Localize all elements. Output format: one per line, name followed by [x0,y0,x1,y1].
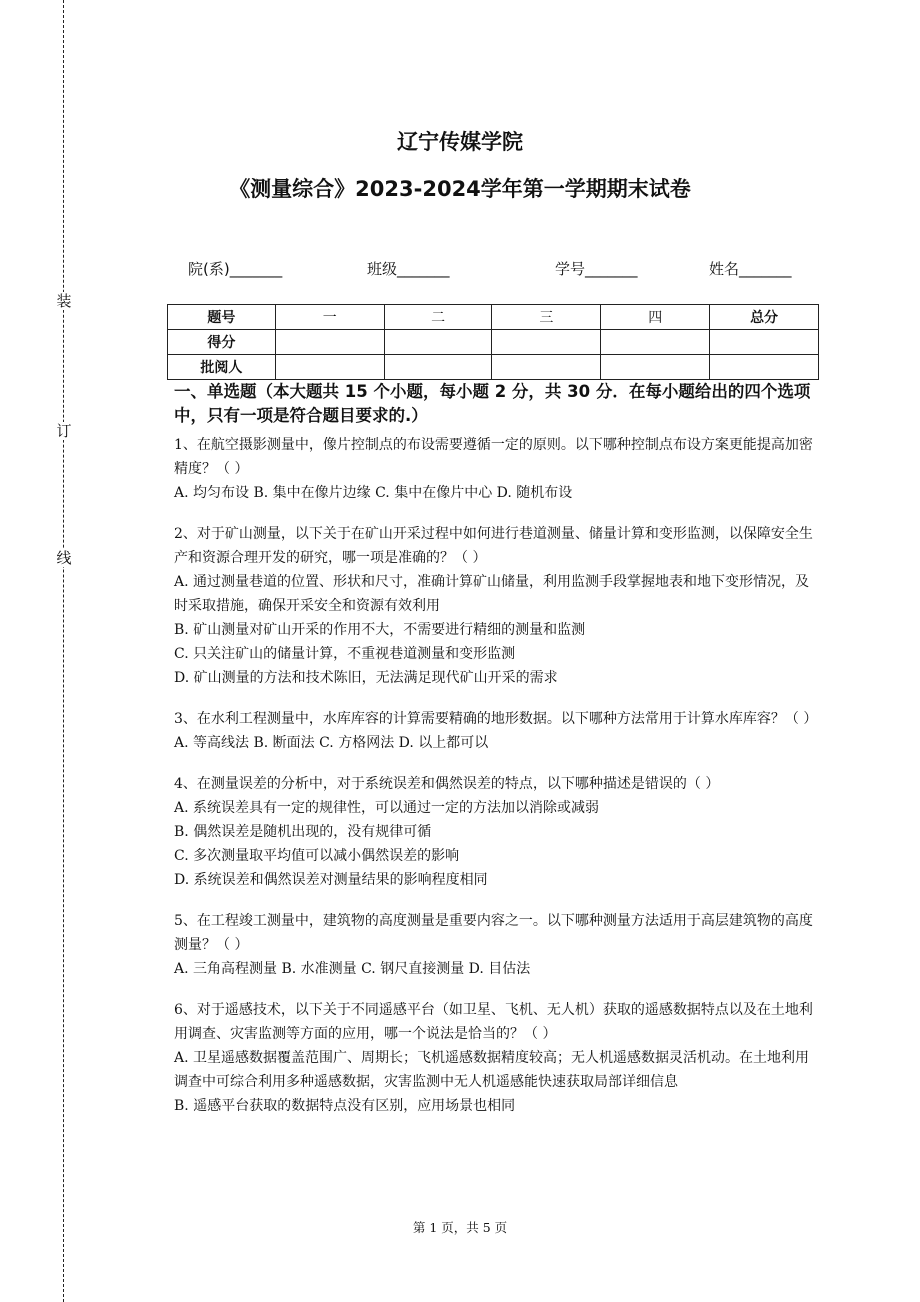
grader-cell[interactable] [710,355,819,380]
grader-row [168,355,819,380]
question-option: A. 卫星遥感数据覆盖范围广、周期长；飞机遥感数据精度较高；无人机遥感数据灵活机动。在土地利用调查中可综合利用多种遥感数据，灾害监测中无人机遥感能快速获取局部详细信息 [174,1050,810,1090]
grader-row-label: 批阅人 [168,355,276,380]
exam-content [174,380,820,1135]
score-row [168,330,819,355]
question-option: A. 通过测量巷道的位置、形状和尺寸，准确计算矿山储量，利用监测手段掌握地表和地下变形情况，及时采取措施，确保开采安全和资源有效利用 [174,574,810,614]
question-option: D. 矿山测量的方法和技术陈旧，无法满足现代矿山开采的需求 [174,670,558,686]
question-5 [174,909,820,981]
score-cell[interactable] [601,330,710,355]
grader-cell[interactable] [275,355,384,380]
question-stem: 5、在工程竣工测量中，建筑物的高度测量是重要内容之一。以下哪种测量方法适用于高层建筑物的高度测量？（ ） [174,913,813,953]
binding-char-xian: 线 [56,549,72,567]
question-option: B. 矿山测量对矿山开采的作用不大，不需要进行精细的测量和监测 [174,622,586,638]
question-1 [174,433,820,505]
binding-char-zhuang: 装 [56,292,72,310]
score-header-cell: 题号 [168,305,276,330]
question-stem: 2、对于矿山测量，以下关于在矿山开采过程中如何进行巷道测量、储量计算和变形监测，以保障安全生产和资源合理开发的研究，哪一项是准确的？（ ） [174,526,813,566]
class-field[interactable]: 班级_______ [367,260,450,278]
question-option: C. 只关注矿山的储量计算，不重视巷道测量和变形监测 [174,646,516,662]
score-header-cell: 一 [275,305,384,330]
question-option: C. 多次测量取平均值可以减小偶然误差的影响 [174,848,460,864]
question-4 [174,772,820,892]
question-stem: 1、在航空摄影测量中，像片控制点的布设需要遵循一定的原则。以下哪种控制点布设方案更能提高加密精度？（ ） [174,437,813,477]
score-cell[interactable] [275,330,384,355]
score-cell[interactable] [710,330,819,355]
question-option: A. 三角高程测量 B. 水准测量 C. 钢尺直接测量 D. 目估法 [174,961,531,977]
score-table-header-row [168,305,819,330]
question-stem: 4、在测量误差的分析中，对于系统误差和偶然误差的特点，以下哪种描述是错误的（ ） [174,776,720,792]
score-row-label: 得分 [168,330,276,355]
department-field[interactable]: 院(系)_______ [188,260,283,278]
page-footer: 第 1 页，共 5 页 [412,1220,508,1235]
score-header-cell: 四 [601,305,710,330]
grader-cell[interactable] [601,355,710,380]
binding-char-ding: 订 [56,422,72,440]
question-option: A. 等高线法 B. 断面法 C. 方格网法 D. 以上都可以 [174,735,489,751]
question-6 [174,998,820,1118]
score-cell[interactable] [492,330,601,355]
score-cell[interactable] [384,330,492,355]
question-stem: 3、在水利工程测量中，水库库容的计算需要精确的地形数据。以下哪种方法常用于计算水库库容？（ ） [174,711,818,727]
question-option: A. 系统误差具有一定的规律性，可以通过一定的方法加以消除或减弱 [174,800,600,816]
section-heading: 一、单选题（本大题共 15 个小题，每小题 2 分，共 30 分．在每小题给出的四个选项中，只有一项是符合题目要求的.） [174,382,811,425]
name-field[interactable]: 姓名_______ [709,260,792,278]
question-option: D. 系统误差和偶然误差对测量结果的影响程度相同 [174,872,488,888]
exam-title: 《测量综合》2023-2024学年第一学期期末试卷 [229,177,691,201]
score-header-cell: 总分 [710,305,819,330]
school-name: 辽宁传媒学院 [397,130,523,154]
question-2 [174,522,820,690]
question-stem: 6、对于遥感技术，以下关于不同遥感平台（如卫星、飞机、无人机）获取的遥感数据特点以及在土地利用调查、灾害监测等方面的应用，哪一个说法是恰当的？（ ） [174,1002,813,1042]
grader-cell[interactable] [384,355,492,380]
score-header-cell: 二 [384,305,492,330]
question-option: A. 均匀布设 B. 集中在像片边缘 C. 集中在像片中心 D. 随机布设 [174,485,573,501]
score-header-cell: 三 [492,305,601,330]
question-option: B. 偶然误差是随机出现的，没有规律可循 [174,824,432,840]
question-option: B. 遥感平台获取的数据特点没有区别，应用场景也相同 [174,1098,516,1114]
score-table [167,304,819,380]
grader-cell[interactable] [492,355,601,380]
student-id-field[interactable]: 学号_______ [555,260,638,278]
question-3 [174,707,820,755]
